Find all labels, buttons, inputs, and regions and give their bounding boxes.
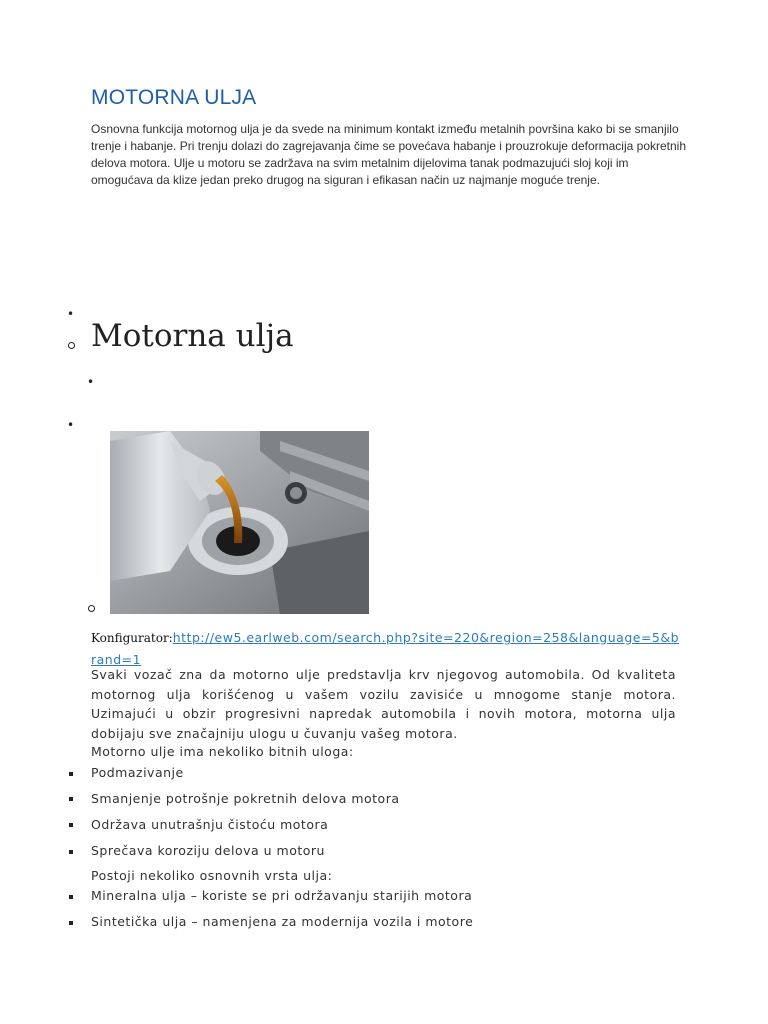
oil-pouring-illustration (110, 431, 369, 614)
list-bullet-dot: • (67, 418, 75, 432)
konfigurator-line (91, 627, 681, 670)
list-bullet-circle (88, 605, 95, 612)
roles-intro: Motorno ulje ima nekoliko bitnih uloga: (91, 744, 354, 759)
list-bullet-square (69, 823, 73, 827)
list-bullet-square (69, 895, 73, 899)
list-item: Održava unutrašnju čistoću motora (91, 817, 329, 832)
article-paragraph: Svaki vozač zna da motorno ulje predstavlja krv njegovog automobila. Od kvaliteta motornog ulja korišćenog u vašem vozilu zavisiće u mnogome stanje motora. Uzimajući u obzir progresivni napredak automobila i novih motora, motorna ulja dobijaju sve značajniju ulogu u čuvanju vašeg motora. (91, 667, 676, 741)
list-bullet-square (69, 772, 73, 776)
oil-pouring-photo (110, 431, 369, 614)
intro-paragraph: Osnovna funkcija motornog ulja je da svede na minimum kontakt između metalnih površina kako bi se smanjilo trenje i habanje. Pri trenju dolazi do zagrejavanja čime se povećava habanje i prouzrokuje deformacija pokretnih delova motora. Ulje u motoru se zadržava na svim metalnim dijelovima tanak podmazujući sloj koji im omogućava da klize jedan preko drugog na siguran i efikasan način uz najmanje moguće trenje. (91, 122, 687, 187)
konfigurator-label: Konfigurator: (91, 631, 173, 645)
page-title: MOTORNA ULJA (91, 86, 257, 109)
list-bullet-square (69, 850, 73, 854)
list-bullet-dot: • (67, 307, 75, 321)
section-title: Motorna ulja (91, 318, 294, 354)
list-item: Mineralna ulja – koriste se pri održavanju starijih motora (91, 888, 473, 903)
list-bullet-square (69, 797, 73, 801)
list-bullet-dot: • (87, 375, 95, 389)
list-bullet-circle (68, 342, 75, 349)
list-bullet-square (69, 921, 73, 925)
list-item: Podmazivanje (91, 765, 184, 780)
konfigurator-link[interactable]: http://ew5.earlweb.com/search.php?site=220&region=258&language=5&brand=1 (91, 630, 680, 667)
list-item: Smanjenje potrošnje pokretnih delova motora (91, 791, 400, 806)
list-item: Sprečava koroziju delova u motoru (91, 843, 325, 858)
types-intro: Postoji nekoliko osnovnih vrsta ulja: (91, 868, 333, 883)
list-item: Sintetička ulja – namenjena za modernija vozila i motore (91, 914, 474, 929)
